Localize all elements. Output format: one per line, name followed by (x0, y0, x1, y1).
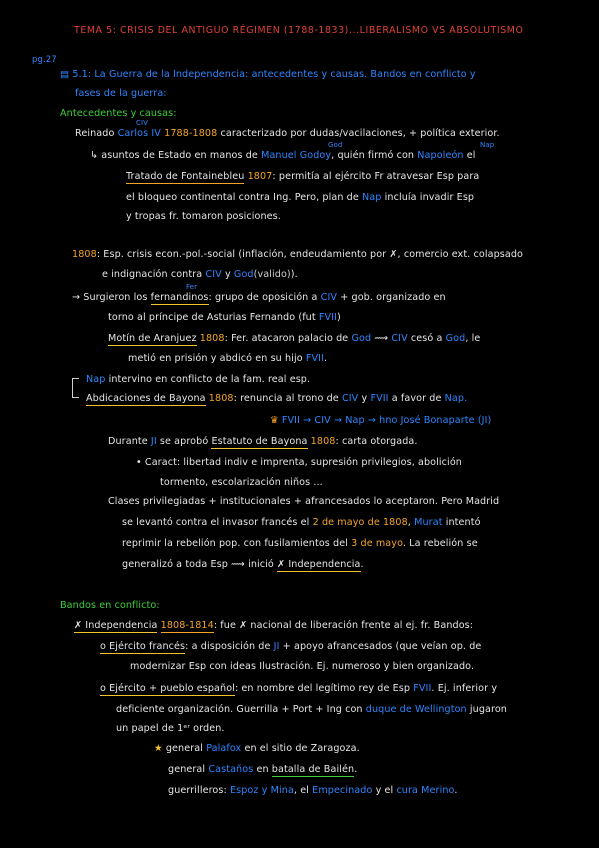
valido: (valido) (253, 269, 291, 280)
motin-god2: God (445, 333, 466, 344)
abdicaciones-year: 1808 (208, 393, 234, 404)
renuncia-post: a favor de (391, 393, 442, 404)
generalizo-post: . (360, 559, 364, 570)
motin-civ: CIV (391, 333, 408, 344)
asuntos-mid: , quién firmó con (331, 150, 415, 161)
palafox: Palafox (206, 743, 242, 754)
renuncia-mid: y (361, 393, 368, 404)
guerra-line (74, 619, 473, 632)
fer-annotation: Fer (186, 283, 198, 291)
caract-line: • Caract: libertad indiv e imprenta, supresión privilegios, abolición (136, 457, 462, 468)
guerrilleros-line (168, 784, 458, 797)
clases-line: Clases privilegiadas + institucionales + afrancesados lo aceptaron. Pero Madrid (108, 496, 500, 507)
espanol-post: . Ej. inferior y (431, 683, 498, 694)
tratado-year: 1807 (247, 171, 273, 182)
renuncia-pre: : renuncia al trono de (233, 393, 339, 404)
duque-wellington: duque de Wellington (365, 704, 467, 715)
bloqueo-text: el bloqueo continental contra Ing. Pero, plan de (126, 192, 359, 203)
section-line2: fases de la guerra: (75, 88, 167, 99)
year-1808: 1808 (72, 249, 97, 260)
intervino-line (86, 373, 310, 386)
durante-pre: Durante (108, 436, 148, 447)
castanos-line (168, 763, 357, 776)
reprimir-post: . La rebelión se (402, 538, 478, 549)
reprimir-pre: reprimir la rebelión pop. con fusilamientos del (122, 538, 349, 549)
generalizo-pre: generalizó a toda Esp ⟿ inició (122, 559, 274, 570)
guerrilleros-post: . (454, 785, 458, 796)
surgieron-mid: : grupo de oposición a (208, 292, 318, 303)
metio-line (128, 352, 327, 365)
motin-line (108, 332, 480, 345)
frances-line (100, 640, 481, 653)
bloqueo-line (126, 191, 474, 204)
renuncia-fvii: FVII (370, 393, 389, 404)
napoleon: Napoleón (417, 150, 464, 161)
generalizo-line (122, 558, 364, 571)
abdicaciones-bayona: Abdicaciones de Bayona (86, 393, 206, 404)
section-heading (60, 68, 476, 81)
guerrilleros-mid: , el (293, 785, 309, 796)
metio-post: . (323, 353, 328, 364)
motin-post: , le (465, 333, 481, 344)
papel-line: un papel de 1ᵉʳ orden. (116, 723, 225, 734)
metio-text: metió en prisión y abdicó en su hijo (128, 353, 303, 364)
manuel-godoy: Manuel Godoy (261, 150, 332, 161)
espanol-fvii: FVII (413, 683, 432, 694)
abdicaciones-line (86, 392, 467, 405)
torno-text: torno al príncipe de Asturias Fernando (fut (108, 312, 316, 323)
frances-pre: : a disposición de (185, 641, 271, 652)
espanol-pre: : en nombre del legítimo rey de Esp (234, 683, 411, 694)
modernizar-line: modernizar Esp con ideas Ilustración. Ej. numeroso y bien organizado. (130, 661, 475, 672)
torno-line (108, 311, 341, 324)
motin-aranjuez: Motín de Aranjuez (108, 333, 197, 344)
levanto-pre: se levantó contra el invasor francés el (122, 517, 310, 528)
palafox-pre: general (165, 743, 204, 754)
motin-arrow: ⟿ (374, 333, 389, 344)
bloqueo-post: incluía invadir Esp (384, 192, 475, 203)
renuncia-civ: CIV (341, 393, 359, 404)
frances-post: + apoyo afrancesados (que veían op. de (282, 641, 482, 652)
crisis-text: : Esp. crisis econ.-pol.-social (inflación, endeudamiento por ✗, comercio ext. colapsado (96, 249, 523, 260)
fernandinos: fernandinos (150, 292, 209, 303)
reinado-line (75, 127, 500, 140)
ejercito-frances: o Ejército francés (100, 641, 186, 652)
section-line1: 5.1: La Guerra de la Independencia: antecedentes y causas. Bandos en conflicto y (72, 69, 476, 80)
bandos-heading: Bandos en conflicto: (60, 600, 160, 611)
surgieron-civ: CIV (320, 292, 338, 303)
levanto-post: intentó (445, 517, 481, 528)
asuntos-post: el (466, 150, 476, 161)
reprimir-line (122, 537, 478, 550)
reinado-dates: 1788-1808 (164, 128, 218, 139)
castanos-mid: en (256, 764, 269, 775)
indignacion-pre: e indignación contra (102, 269, 203, 280)
deficiente-pre: deficiente organización. Guerrilla + Port + Ing con (116, 704, 363, 715)
tormento-line: tormento, escolarización niños ... (160, 477, 323, 488)
palafox-post: en el sitio de Zaragoza. (244, 743, 360, 754)
civ-annotation: CIV (136, 119, 149, 127)
palafox-line (154, 742, 360, 755)
page-title: TEMA 5: CRISIS DEL ANTIGUO RÉGIMEN (1788-1833)...LIBERALISMO VS ABSOLUTISMO (74, 25, 524, 36)
empecinado: Empecinado (312, 785, 373, 796)
durante-line (108, 435, 418, 448)
intervino-nap: Nap (86, 374, 106, 385)
espanol-line (100, 682, 497, 695)
intervino-text: intervino en conflicto de la fam. real esp. (108, 374, 311, 385)
indignacion-line (102, 268, 298, 281)
tratado-line (126, 170, 479, 183)
asuntos-line (90, 149, 476, 162)
motin-pre: : Fer. atacaron palacio de (224, 333, 349, 344)
torno-fvii: FVII (318, 312, 338, 323)
guerrilleros-pre: guerrilleros: (168, 785, 227, 796)
bloqueo-nap: Nap (362, 192, 382, 203)
estatuto-bayona: Estatuto de Bayona (211, 436, 308, 447)
durante-ji: JI (150, 436, 157, 447)
god-annotation: God (328, 141, 343, 149)
crown-icon: ♛ (270, 415, 279, 426)
crisis-line (72, 248, 523, 261)
surgieron-post: + gob. organizado en (340, 292, 446, 303)
tres-de-mayo: 3 de mayo (351, 538, 403, 549)
deficiente-line (116, 703, 507, 716)
bandos-guerra: ✗ Independencia (74, 620, 158, 631)
frances-ji: JI (273, 641, 280, 652)
estatuto-year: 1808 (310, 436, 336, 447)
castanos-post: . (354, 764, 358, 775)
asuntos-pre: ↳ asuntos de Estado en manos de (90, 150, 258, 161)
book-icon: ▤ (60, 69, 70, 80)
murat: Murat (414, 517, 443, 528)
durante-mid: se aprobó (159, 436, 209, 447)
espoz-mina: Espoz y Mina (229, 785, 294, 796)
nap-annotation: Nap (480, 141, 495, 149)
chain-line (270, 414, 491, 427)
indignacion-god: God (233, 269, 254, 280)
indignacion-post: ). (290, 269, 298, 280)
page-reference: pg.27 (32, 55, 57, 65)
motin-god: God (351, 333, 372, 344)
tratado-fontainebleu: Tratado de Fontainebleu (126, 171, 245, 182)
star-icon: ★ (154, 743, 163, 754)
guerra-years: 1808-1814 (160, 620, 214, 631)
succession-chain: FVII → CIV → Nap → hno José Bonaparte (JI) (281, 415, 492, 426)
motin-cont: cesó a (410, 333, 443, 344)
motin-year: 1808 (199, 333, 225, 344)
antecedentes-heading: Antecedentes y causas: (60, 108, 177, 119)
tropas-line: y tropas fr. tomaron posiciones. (126, 211, 281, 222)
levanto-line (122, 516, 481, 529)
guerrilleros-mid2: y el (375, 785, 394, 796)
castanos: Castaños (208, 764, 254, 775)
dos-de-mayo: 2 de mayo de 1808 (312, 517, 408, 528)
surgieron-pre: → Surgieron los (72, 292, 148, 303)
surgieron-line (72, 291, 446, 304)
cura-merino: cura Merino (396, 785, 455, 796)
torno-post: ) (337, 312, 341, 323)
levanto-mid: , (407, 517, 411, 528)
bayona-bracket (72, 378, 79, 398)
reinado-pre: Reinado (75, 128, 115, 139)
indignacion-mid: y (224, 269, 231, 280)
ejercito-espanol: o Ejército + pueblo español (100, 683, 235, 694)
batalla-bailen: batalla de Bailén (271, 764, 355, 775)
carlos-iv: Carlos IV (117, 128, 161, 139)
deficiente-post: jugaron (469, 704, 507, 715)
tratado-post: : permitía al ejército Fr atravesar Esp para (272, 171, 480, 182)
indignacion-civ: CIV (205, 269, 222, 280)
reinado-post: caracterizado por dudas/vacilaciones, + política exterior. (220, 128, 500, 139)
renuncia-nap: Nap. (444, 393, 468, 404)
guerra-post: : fue ✗ nacional de liberación frente al ej. fr. Bandos: (213, 620, 474, 631)
castanos-pre: general (168, 764, 206, 775)
guerra-independencia: ✗ Independencia (277, 559, 361, 570)
metio-fvii: FVII (305, 353, 324, 364)
durante-post: : carta otorgada. (335, 436, 418, 447)
